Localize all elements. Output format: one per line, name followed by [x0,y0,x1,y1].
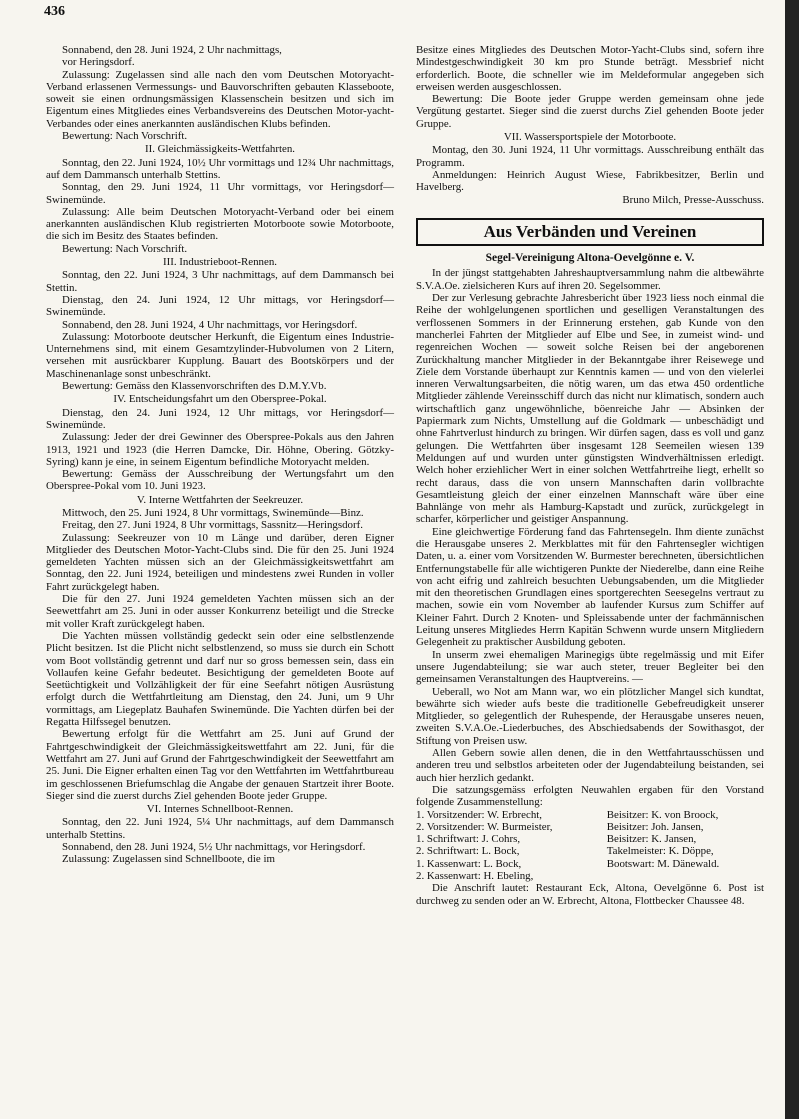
paragraph: Bewertung: Nach Vorschrift. [62,130,188,143]
section-heading: V. Interne Wettfahrten der Seekreuzer. [136,493,304,506]
club-title: Segel-Vereinigung Altona-Oevelgönne e. V. [485,252,695,265]
board-right-cell: Beisitzer: K. Jansen, [606,833,697,846]
paragraph: Montag, den 30. Juni 1924, 11 Uhr vormittags. Ausschreibung enthält das Programm. [416,144,764,169]
section-heading: VI. Internes Schnellboot-Rennen. [146,803,294,816]
paragraph: Eine gleichwertige Förderung fand das Fahrtensegeln. Ihm diente zunächst die Herausgabe unseres 2. Merkblattes mit für den Fahrtensegler wichtigen Daten, u. a. einer vom Vorsitzenden W. Burmester berechneten, übersichtlichen Entfernungstabelle für alle wichtigeren Punkte der Niederelbe, dann eine Reihe von acht eifrig und zahlreich besuchten Uebungsabenden, um die Mitglieder mit den theoretischen Grundlagen eines sportgerechten Seesegelns vertraut zu machen, sowie ein vom November ab laufender Kursus zum Schiffer auf Kleiner Fahrt. Durch 2 Knoten- und Spleissabende unter der fachmännischen Leitung unseres Mitgliedes Herrn Kapitän Schwenn wurde unsern Mitgliedern Gelegenheit zu praktischer Ausbildung geboten. [416,525,764,649]
board-row [416,821,764,833]
page-edge-shadow [785,0,799,1119]
board-left-cell: 2. Kassenwart: H. Ebeling, [416,870,534,882]
paragraph: Bewertung erfolgt für die Wettfahrt am 25. Juni auf Grund der Fahrtgeschwindigkeit der Gleichmässigkeitswettfahrt am 22. Juni, für die Wettfahrt am 27. Juni auf Grund der Fahrtgeschwindigkeit der Seewettfahrt am 25. Juni. Die Eigner erhalten einen Tag vor den Wettfahrten im Wettfahrtbureau im geschlossenen Briefumschlag die Angabe der genauen Startzeit ihrer Boote. Sieger sind die zuerst durchs Ziel gehenden Boote jeder Gruppe. [46,728,394,802]
section-banner: Aus Verbänden und Vereinen [416,218,764,246]
board-left-cell: 2. Schriftwart: L. Bock, [416,845,520,858]
board-right-cell: Beisitzer: K. von Broock, [606,808,719,821]
right-column [416,44,764,907]
club-report [416,267,764,808]
board-row [416,833,764,845]
closing-paragraph: Die Anschrift lautet: Restaurant Eck, Altona, Oevelgönne 6. Post ist durchweg zu senden oder an W. Erbrecht, Altona, Flottbecker Chaussee 48. [416,882,764,907]
paragraph: Zulassung: Seekreuzer von 10 m Länge und darüber, deren Eigner Mitglieder des Deutschen Motor-Yacht-Clubs sind. Die für den 25. Juni 1924 gemeldeten Yachten müssen sich an der Gleichmässigkeitswettfahrt am Sonntag, den 22. Juni 1924, beteiligen und mindestens zwei Runden in voller Fahrt zurückgelegt haben. [46,531,394,593]
board-left-cell: 1. Schriftwart: J. Cohrs, [416,833,521,846]
board-right-cell: Bootswart: M. Dänewald. [606,857,720,870]
paragraph: Bewertung: Gemäss den Klassenvorschriften des D.M.Y.Vb. [62,380,327,393]
section-heading: III. Industrieboot-Rennen. [162,256,278,269]
board-row [416,809,764,821]
paragraph: In der jüngst stattgehabten Jahreshauptversammlung nahm die altbewährte S.V.A.Oe. zielsicheren Kurs auf ihren 20. Segelsommer. [416,267,764,292]
left-dateline: Sonnabend, den 28. Juni 1924, 2 Uhr nachmittags, [62,44,282,56]
paragraph: Bewertung: Die Boote jeder Gruppe werden gemeinsam ohne jede Vergütung gestartet. Sieger sind die zuerst durchs Ziel gehenden Boote jeder Gruppe. [416,93,764,130]
board-row [416,870,764,882]
paragraph: Bewertung: Gemäss der Ausschreibung der Wertungsfahrt um den Oberspree-Pokal vom 10. Juni 1923. [46,468,394,493]
paragraph: Sonnabend, den 28. Juni 1924, 4 Uhr nachmittags, vor Heringsdorf. [62,318,358,331]
paragraph: Freitag, den 27. Juni 1924, 8 Uhr vormittags, Sassnitz—Heringsdorf. [62,519,363,532]
paragraph: Die Yachten müssen vollständig gedeckt sein oder eine selbstlenzende Plicht besitzen. Ist die Plicht nicht selbstlenzend, so muss sie durch ein Schott vom Boot vollständig getrennt und darf nur so gross bemessen sein, dass ein Vollaufen keine Gefahr bedeutet. Besichtigung der gemeldeten Boote auf Seetüchtigkeit und Vollzähligkeit der für eine Seefahrt nötigen Ausrüstung erfolgt durch die Wettfahrtleitung am Dienstag, den 24. Juni, um 9 Uhr vormittags, am Liegeplatz Bauhafen Swinemünde. Die Yachten dürfen bei der Regatta Hilfssegel benutzen. [46,629,394,729]
right-column-top [416,44,764,206]
paragraph: Dienstag, den 24. Juni 1924, 12 Uhr mittags, vor Heringsdorf—Swinemünde. [46,293,394,319]
page-number: 436 [44,4,65,19]
paragraph: vor Heringsdorf. [62,56,135,69]
paragraph: Bewertung: Nach Vorschrift. [62,242,188,255]
paragraph: Die für den 27. Juni 1924 gemeldeten Yachten müssen sich an der Seewettfahrt am 25. Juni in oder ausser Konkurrenz beteiligt und die Strecke mit voller Kraft zurückgelegt haben. [46,593,394,630]
board-table [416,809,764,883]
paragraph: Dienstag, den 24. Juni 1924, 12 Uhr mittags, vor Heringsdorf—Swinemünde. [46,406,394,431]
paragraph: Sonntag, den 22. Juni 1924, 3 Uhr nachmittags, auf dem Dammansch bei Stettin. [46,269,394,294]
paragraph: Ueberall, wo Not am Mann war, wo ein plötzlicher Mangel sich kundtat, bewährte sich wieder aufs beste die traditionelle Gebefreudigkeit unserer Mitglieder, so gelegentlich der Ruhespende, der Herausgabe unseres neuen, zweiten S.V.A.Oe.-Liederbuches, des Abschiedsabends der Sowithasgot, der Stiftung von Preisen usw. [416,685,764,747]
paragraph: Sonntag, den 22. Juni 1924, 5¼ Uhr nachmittags, auf dem Dammansch unterhalb Stettins. [46,816,394,841]
signature: Bruno Milch, Presse-Ausschuss. [622,193,764,206]
paragraph: Anmeldungen: Heinrich August Wiese, Fabrikbesitzer, Berlin und Havelberg. [416,168,764,194]
paragraph: Zulassung: Zugelassen sind alle nach den vom Deutschen Motoryacht-Verband erlassenen Vermessungs- und Bauvorschriften gebauten Klasseboote, soweit sie einen ordnungsmässigen Klassenschein besitzen und sich im Eigentum eines Mitgliedes eines Verbandsvereins des Deutschen Motor-yacht-Verbandes oder eines anerkannten ausländischen Klubs befinden. [46,68,394,130]
board-row [416,845,764,857]
section-heading: IV. Entscheidungsfahrt um den Oberspree-Pokal. [113,393,327,406]
board-row [416,858,764,870]
paragraph: In unserm zwei ehemaligen Marinegigs übte regelmässig und mit Eifer unsere Jugendabteilung; sie war auch steter, treuer Begleiter bei den gemeinsamen Veranstaltungen des Hauptvereins. — [416,648,764,686]
board-right-cell: Takelmeister: K. Döppe, [606,845,714,858]
paragraph: Zulassung: Motorboote deutscher Herkunft, die Eigentum eines Industrie-Unternehmens sind, mit einem Gesamtzylinder-Hubvolumen von 2 Litern, versehen mit ausrückbarer Kupplung. Bauart des Bootskörpers und der Maschinenanlage sonst unbeschränkt. [46,330,394,380]
paragraph: Die satzungsgemäss erfolgten Neuwahlen ergaben für den Vorstand folgende Zusammenstellung: [416,783,764,809]
paragraph: Sonntag, den 22. Juni 1924, 10½ Uhr vormittags und 12¾ Uhr nachmittags, auf dem Dammansch unterhalb Stettins. [46,156,394,181]
board-left-cell: 1. Vorsitzender: W. Erbrecht, [416,808,543,821]
paragraph: Der zur Verlesung gebrachte Jahresbericht über 1923 liess noch einmal die Reihe der wohlgelungenen sportlichen und geselligen Veranstaltungen des verflossenen Sommers in der Erinnerung erstehen, gab Kunde von den mancherlei Fahrten der Mitglieder auf Elbe und See, in zumeist wind- und regenreichen Wochen — soweit solche Reisen bei der angeborenen Zurückhaltung mancher Mitglieder in der Bekanntgabe ihrer Reisewege und Ziele dem Vorstande überhaupt zur Kenntnis kamen — und von den vielerlei inneren Verwaltungsarbeiten, die nötig waren, um das etwa 450 ordentliche Mitglieder zählende Vereinsschiff durch das nicht nur klimatisch, sondern auch wirtschaftlich ganz ungewöhnliche, böenreiche Jahr — Absinken der Papiermark zum Nichts, Umstellung auf die Goldmark — unbeschädigt und ohne Fahrtverlust hindurch zu bringen. Wir dürfen sagen, dass es voll und ganz gelungen. Die Wettfahrten über insgesamt 128 Seemeilen wiesen 139 Meldungen auf und wurden unter günstigsten Windverhältnissen erledigt. Welch hoher erziehlicher Wert in einer solchen Wettfahrtreihe liegt, erhellt so recht daraus, dass die von unsern Mannschaften darin vollbrachte Gesamtleistung gleich der einer einzelnen Mannschaft wäre über eine Bahnlänge von mehr als Hamburg-Kapstadt und zurück, zurückgelegt in scharfer, körperlicher und geistiger Anspannung. [416,292,764,526]
board-left-cell: 2. Vorsitzender: W. Burmeister, [416,820,553,833]
board-right-cell: Beisitzer: Joh. Jansen, [606,820,704,833]
paragraph: Mittwoch, den 25. Juni 1924, 8 Uhr vormittags, Swinemünde—Binz. [62,506,364,519]
paragraph: Sonntag, den 29. Juni 1924, 11 Uhr vormittags, vor Heringsdorf—Swinemünde. [46,181,394,206]
paragraph: Besitze eines Mitgliedes des Deutschen Motor-Yacht-Clubs sind, sofern ihre Mindestgeschwindigkeit 30 km pro Stunde beträgt. Messbrief nicht erforderlich. Boote, die schneller wie im Meldeformular angegeben sich erweisen werden ausgeschlossen. [416,44,764,93]
left-column [46,44,394,866]
paragraph: Allen Gebern sowie allen denen, die in den Wettfahrtausschüssen und anderen treu und selbstlos arbeiteten oder der Jugendabteilung beistanden, sei auch hier herzlich gedankt. [416,747,764,784]
board-left-cell: 1. Kassenwart: L. Bock, [416,857,522,870]
section-heading: VII. Wassersportspiele der Motorboote. [503,131,677,144]
board-right-cell [607,870,764,882]
paragraph: Zulassung: Zugelassen sind Schnellboote, die im [62,853,275,866]
paragraph: Zulassung: Alle beim Deutschen Motoryacht-Verband oder bei einem anerkannten ausländischen Klub registrierten Motorboote sowie Motorboote, die sich im Besitz des Staates befinden. [46,205,394,243]
paragraph: Zulassung: Jeder der drei Gewinner des Oberspree-Pokals aus den Jahren 1913, 1921 und 1923 (die Herren Damcke, Dir. Höhne, Obering. Götzky-Syring) kann je eine, in seinem Eigentum befindliche Motoryacht melden. [46,431,394,468]
section-heading: II. Gleichmässigkeits-Wettfahrten. [144,143,296,156]
paragraph: Sonnabend, den 28. Juni 1924, 5½ Uhr nachmittags, vor Heringsdorf. [62,841,366,853]
